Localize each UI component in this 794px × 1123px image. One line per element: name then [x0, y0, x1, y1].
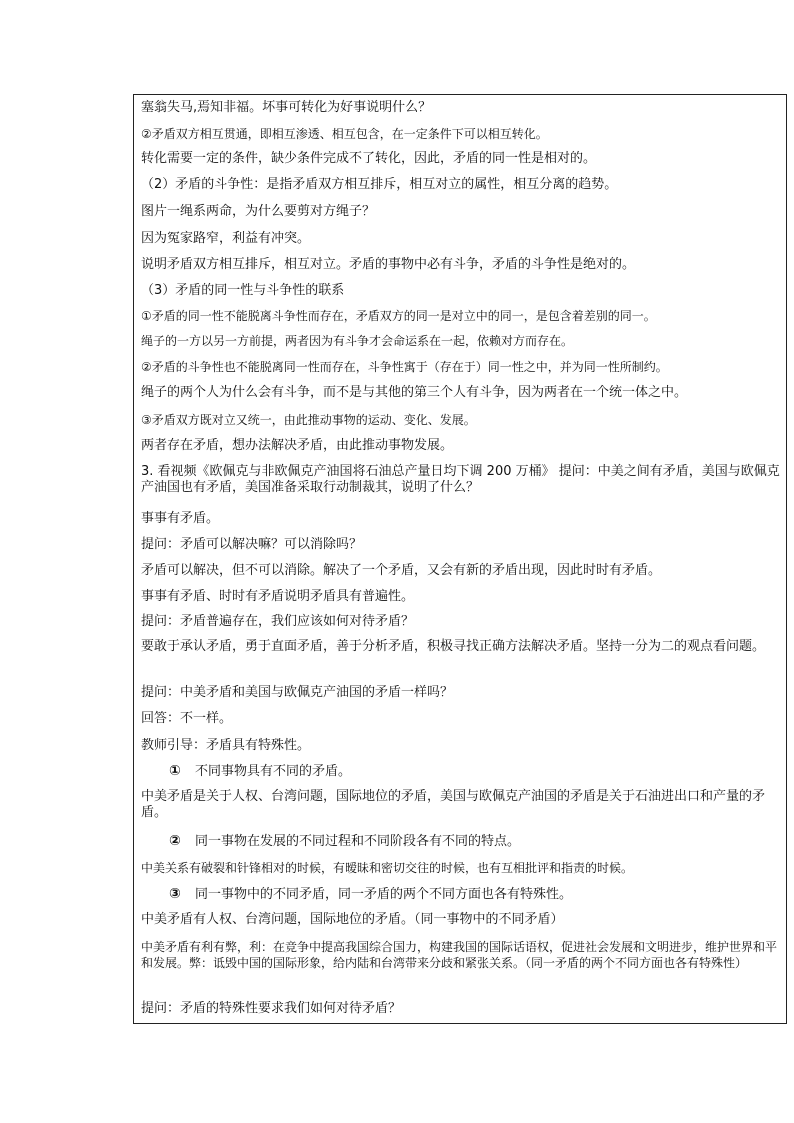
list-marker: ②	[169, 833, 181, 849]
text-line: 矛盾可以解决，但不可以消除。解决了一个矛盾，又会有新的矛盾出现，因此时时有矛盾。	[141, 563, 662, 578]
text-line: （3）矛盾的同一性与斗争性的联系	[141, 283, 345, 298]
text-line: 中美矛盾是关于人权、台湾问题，国际地位的矛盾，美国与欧佩克产油国的矛盾是关于石油进出口和产量的矛盾。	[141, 789, 766, 820]
text-line: 事事有矛盾。	[141, 511, 220, 526]
list-item-text: 同一事物中的不同矛盾，同一矛盾的两个不同方面也各有特殊性。	[195, 887, 573, 902]
text-line: 图片一绳系两命，为什么要剪对方绳子？	[141, 204, 376, 219]
list-marker: ③	[169, 886, 181, 902]
text-line: ②矛盾的斗争性也不能脱离同一性而存在，斗争性寓于（存在于）同一性之中，并为同一性所制约。	[141, 360, 668, 374]
text-line: 中美矛盾有人权、台湾问题，国际地位的矛盾。（同一事物中的不同矛盾）	[141, 912, 564, 927]
text-line: 3. 看视频《欧佩克与非欧佩克产油国将石油总产量日均下调 200 万桶》 提问：中美之间有矛盾，美国与欧佩克产油国也有矛盾，美国准备采取行动制裁其，说明了什么？	[141, 464, 780, 495]
text-line: 教师引导：矛盾具有特殊性。	[141, 738, 311, 753]
text-line: 绳子的一方以另一方前提，两者因为有斗争才会命运系在一起，依赖对方而存在。	[141, 334, 574, 348]
text-line: ③矛盾双方既对立又统一，由此推动事物的运动、变化、发展。	[141, 413, 476, 427]
text-line: 事事有矛盾、时时有矛盾说明矛盾具有普遍性。	[141, 589, 415, 604]
text-line: 提问：矛盾普遍存在，我们应该如何对待矛盾？	[141, 614, 415, 629]
text-line: 回答：不一样。	[141, 711, 233, 726]
list-item	[169, 763, 769, 780]
list-item	[169, 833, 769, 850]
list-marker: ①	[169, 763, 181, 779]
text-line: 中美关系有破裂和针锋相对的时候，有暧昧和密切交往的时候，也有互相批评和指责的时候。	[141, 861, 634, 875]
text-line: 要敢于承认矛盾，勇于直面矛盾，善于分析矛盾，积极寻找正确方法解决矛盾。坚持一分为二的观点看问题。	[141, 639, 766, 654]
text-line: 绳子的两个人为什么会有斗争，而不是与其他的第三个人有斗争，因为两者在一个统一体之中。	[141, 385, 688, 400]
list-item-text: 同一事物在发展的不同过程和不同阶段各有不同的特点。	[195, 834, 521, 849]
text-line: ①矛盾的同一性不能脱离斗争性而存在，矛盾双方的同一是对立中的同一，是包含着差别的同一。	[141, 309, 656, 323]
text-line: 提问：矛盾的特殊性要求我们如何对待矛盾？	[141, 1001, 402, 1016]
list-item	[169, 886, 769, 903]
text-line: ②矛盾双方相互贯通，即相互渗透、相互包含，在一定条件下可以相互转化。	[141, 127, 548, 141]
text-line: 塞翁失马,焉知非福。坏事可转化为好事说明什么？	[141, 100, 432, 115]
text-line: 中美矛盾有利有弊，利：在竞争中提高我国综合国力，构建我国的国际话语权，促进社会发展和文明进步，维护世界和平和发展。弊：诋毁中国的国际形象，给内陆和台湾带来分歧和紧张关系。（同一矛盾的两个不同方面也各有特殊性）	[141, 940, 778, 970]
text-line: （2）矛盾的斗争性：是指矛盾双方相互排斥，相互对立的属性，相互分离的趋势。	[141, 177, 618, 192]
text-line: 转化需要一定的条件，缺少条件完成不了转化，因此，矛盾的同一性是相对的。	[141, 151, 597, 166]
text-line: 两者存在矛盾，想办法解决矛盾，由此推动事物发展。	[141, 438, 454, 453]
text-line: 提问：中美矛盾和美国与欧佩克产油国的矛盾一样吗？	[141, 685, 454, 700]
text-line: 提问：矛盾可以解决嘛？可以消除吗？	[141, 537, 363, 552]
text-line: 因为冤家路窄，利益有冲突。	[141, 231, 311, 246]
text-line: 说明矛盾双方相互排斥，相互对立。矛盾的事物中必有斗争，矛盾的斗争性是绝对的。	[141, 257, 636, 272]
list-item-text: 不同事物具有不同的矛盾。	[195, 764, 352, 779]
